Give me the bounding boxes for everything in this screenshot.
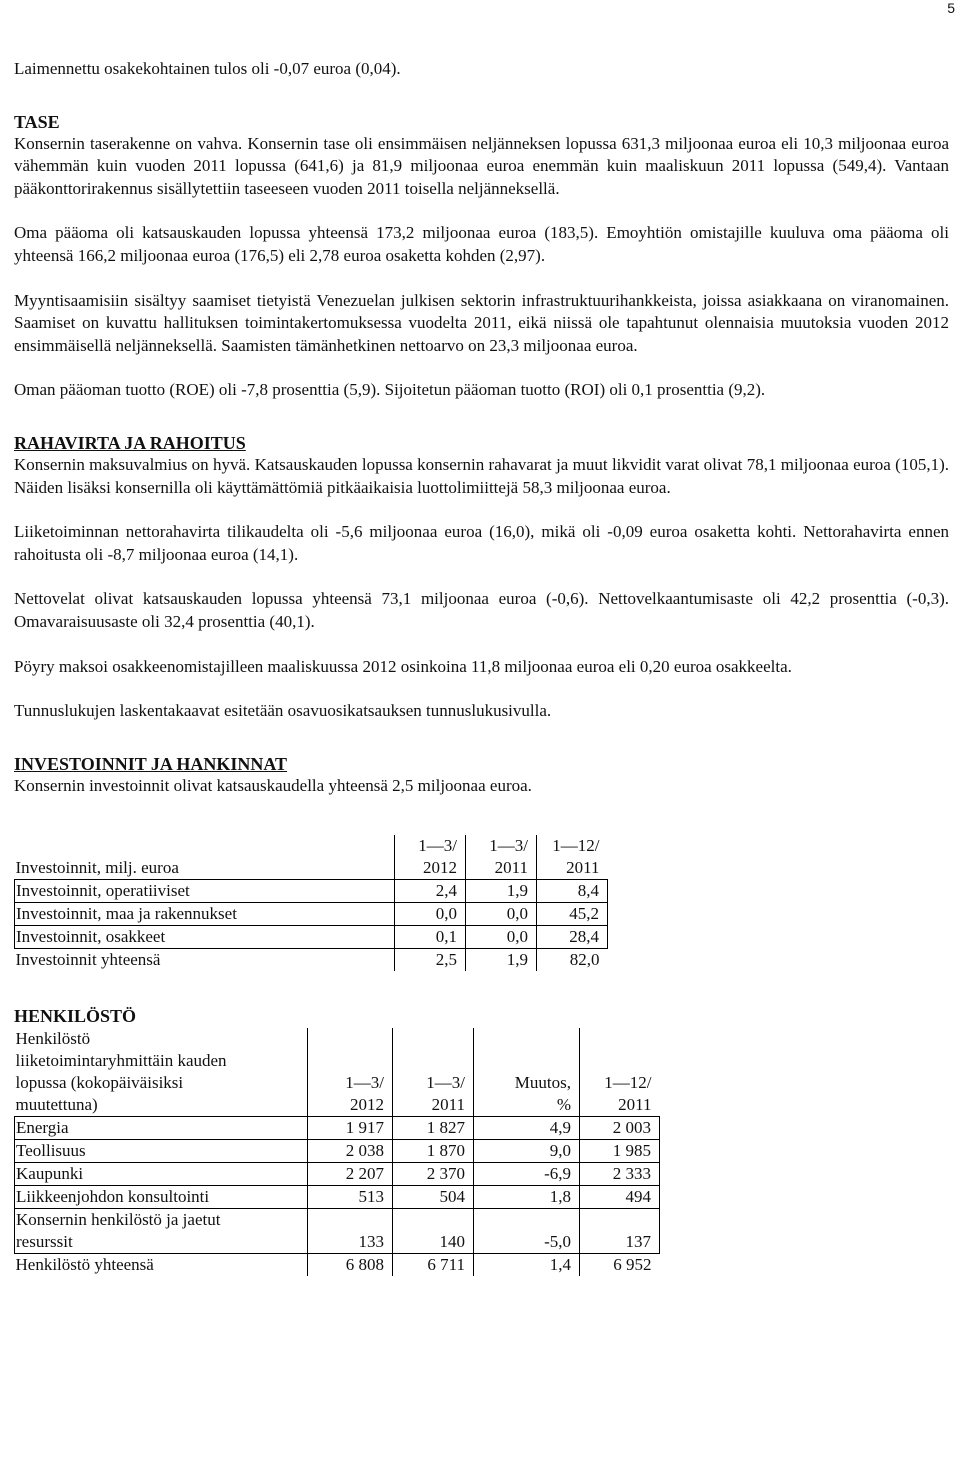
section-henkilosto bbox=[14, 1005, 949, 1276]
cell-value: 1 827 bbox=[393, 1117, 474, 1140]
rahavirta-paragraph-2: Liiketoiminnan nettorahavirta tilikaudelta oli -5,6 miljoonaa euroa (16,0), mikä oli -0,09 euroa osaketta kohti. Nettorahavirta ennen rahoitusta oli -8,7 miljoonaa euroa (14,1). bbox=[14, 522, 949, 564]
cell-value: 45,2 bbox=[537, 903, 608, 926]
cell-value: -5,0 bbox=[474, 1209, 580, 1254]
header-line: 2012 bbox=[423, 858, 457, 878]
rahavirta-paragraph-3: Nettovelat olivat katsauskauden lopussa yhteensä 73,1 miljoonaa euroa (-0,6). Nettovelkaantumisaste oli 42,2 prosenttia (-0,3). Omavaraisuusaste oli 32,4 prosenttia (40,1). bbox=[14, 589, 949, 631]
cell-value: 2 333 bbox=[580, 1163, 660, 1186]
henkilosto-heading: HENKILÖSTÖ bbox=[14, 1006, 137, 1027]
cell-value: 2,4 bbox=[395, 880, 466, 903]
cell-value: 2 003 bbox=[580, 1117, 660, 1140]
header-line: 1—3/ bbox=[426, 1073, 465, 1093]
tase-paragraph-4: Oman pääoman tuotto (ROE) oli -7,8 prosenttia (5,9). Sijoitetun pääoman tuotto (ROI) oli 0,1 prosenttia (9,2). bbox=[14, 380, 766, 400]
cell-value: -6,9 bbox=[474, 1163, 580, 1186]
table-row bbox=[15, 926, 608, 949]
cell-value: 133 bbox=[308, 1209, 393, 1254]
row-label: Henkilöstö yhteensä bbox=[15, 1254, 308, 1277]
tase-paragraph-2: Oma pääoma oli katsauskauden lopussa yhteensä 173,2 miljoonaa euroa (183,5). Emoyhtiön omistajille kuuluva oma pääoma oli yhteensä 166,2 miljoonaa euroa (176,5) eli 2,78 euroa osaketta kohden (2,97). bbox=[14, 223, 949, 265]
tase-paragraph-3: Myyntisaamisiin sisältyy saamiset tietyistä Venezuelan julkisen sektorin infrastruktuurihankkeista, joissa asiakkaana on viranomainen. Saamiset on kuvattu hallituksen toimintakertomuksessa vuodelta 2011, eikä niissä ole tapahtunut olennaisia muutoksia vuoden 2012 ensimmäisellä neljänneksellä. Saamisten tämänhetkinen nettoarvo on 23,3 miljoonaa euroa. bbox=[14, 290, 949, 355]
table-header-row bbox=[15, 1028, 660, 1117]
section-tase bbox=[14, 111, 949, 402]
table-header-cell bbox=[537, 835, 608, 880]
cell-value: 4,9 bbox=[474, 1117, 580, 1140]
cell-value: 137 bbox=[580, 1209, 660, 1254]
header-line: 1—3/ bbox=[418, 836, 457, 856]
cell-value: 1,9 bbox=[466, 949, 537, 972]
cell-value: 9,0 bbox=[474, 1140, 580, 1163]
header-line: % bbox=[556, 1095, 571, 1115]
investoinnit-heading: INVESTOINNIT JA HANKINNAT bbox=[14, 753, 288, 774]
staff-table bbox=[14, 1028, 660, 1276]
table-row-total bbox=[15, 1254, 660, 1277]
tase-heading: TASE bbox=[14, 111, 60, 132]
eps-paragraph: Laimennettu osakekohtainen tulos oli -0,07 euroa (0,04). bbox=[14, 59, 401, 78]
cell-value: 6 711 bbox=[393, 1254, 474, 1277]
row-label: Liikkeenjohdon konsultointi bbox=[15, 1186, 308, 1209]
cell-value: 2 038 bbox=[308, 1140, 393, 1163]
header-line: lopussa (kokopäiväisiksi bbox=[15, 1073, 184, 1093]
cell-value: 494 bbox=[580, 1186, 660, 1209]
cell-value: 0,0 bbox=[466, 903, 537, 926]
header-line: 1—3/ bbox=[345, 1073, 384, 1093]
cell-value: 82,0 bbox=[537, 949, 608, 972]
table-row bbox=[15, 1117, 660, 1140]
table-header-row bbox=[15, 835, 608, 880]
cell-value: 2 207 bbox=[308, 1163, 393, 1186]
header-line: 1—12/ bbox=[604, 1073, 652, 1093]
cell-value: 2,5 bbox=[395, 949, 466, 972]
row-label-line: Konsernin henkilöstö ja jaetut bbox=[16, 1210, 221, 1230]
cell-value: 1,4 bbox=[474, 1254, 580, 1277]
rahavirta-heading: RAHAVIRTA JA RAHOITUS bbox=[14, 432, 246, 453]
page-number: 5 bbox=[947, 0, 955, 16]
table-header-cell bbox=[393, 1028, 474, 1117]
table-header-cell bbox=[466, 835, 537, 880]
rahavirta-paragraph-5: Tunnuslukujen laskentakaavat esitetään osavuosikatsauksen tunnuslukusivulla. bbox=[14, 701, 552, 721]
header-line: 2011 bbox=[494, 858, 528, 878]
header-line: 2011 bbox=[566, 858, 600, 878]
cell-value: 0,0 bbox=[395, 903, 466, 926]
investoinnit-paragraph: Konsernin investoinnit olivat katsauskaudella yhteensä 2,5 miljoonaa euroa. bbox=[14, 775, 532, 795]
row-label: Kaupunki bbox=[15, 1163, 308, 1186]
cell-value: 1 985 bbox=[580, 1140, 660, 1163]
cell-value: 504 bbox=[393, 1186, 474, 1209]
row-label: Investoinnit, osakkeet bbox=[15, 926, 395, 949]
header-line: 1—12/ bbox=[552, 836, 600, 856]
tase-paragraph-1: Konsernin taserakenne on vahva. Konsernin tase oli ensimmäisen neljänneksen lopussa 631,3 miljoonaa euroa eli 10,3 miljoonaa euroa vähemmän kuin vuoden 2011 lopussa (641,6) ja 81,9 miljoonaa euroa enemmän kuin maaliskuun 2011 lopussa (549,4). Vantaan pääkonttorirakennus sisällytettiin taseeseen vuoden 2011 toisella neljänneksellä. bbox=[14, 133, 949, 198]
header-line: Henkilöstö bbox=[15, 1029, 91, 1049]
header-line: liiketoimintaryhmittäin kauden bbox=[15, 1051, 227, 1071]
row-label-line: resurssit bbox=[16, 1232, 73, 1252]
table-row bbox=[15, 903, 608, 926]
header-line: 2011 bbox=[618, 1095, 652, 1115]
row-label: Investoinnit yhteensä bbox=[15, 950, 161, 970]
rahavirta-paragraph-4: Pöyry maksoi osakkeenomistajilleen maaliskuussa 2012 osinkoina 11,8 miljoonaa euroa eli 0,20 euroa osakkeelta. bbox=[14, 656, 792, 676]
table-row bbox=[15, 1140, 660, 1163]
cell-value: 1 917 bbox=[308, 1117, 393, 1140]
row-label: Investoinnit, operatiiviset bbox=[15, 880, 395, 903]
cell-value: 8,4 bbox=[537, 880, 608, 903]
row-label: Teollisuus bbox=[15, 1140, 308, 1163]
cell-value: 1,8 bbox=[474, 1186, 580, 1209]
cell-value: 0,0 bbox=[466, 926, 537, 949]
table-header-cell bbox=[474, 1028, 580, 1117]
cell-value: 28,4 bbox=[537, 926, 608, 949]
table-row bbox=[15, 1163, 660, 1186]
cell-value: 140 bbox=[393, 1209, 474, 1254]
document-body bbox=[14, 58, 949, 1276]
table-header-label bbox=[15, 1028, 308, 1117]
cell-value: 513 bbox=[308, 1186, 393, 1209]
header-line: 1—3/ bbox=[489, 836, 528, 856]
table-row bbox=[15, 880, 608, 903]
table-row bbox=[15, 1186, 660, 1209]
table-row bbox=[15, 1209, 660, 1254]
cell-value: 0,1 bbox=[395, 926, 466, 949]
cell-value: 1 870 bbox=[393, 1140, 474, 1163]
cell-value: 6 808 bbox=[308, 1254, 393, 1277]
table-header-label: Investoinnit, milj. euroa bbox=[15, 835, 395, 880]
table-header-cell bbox=[395, 835, 466, 880]
row-label bbox=[15, 1209, 308, 1254]
header-line: Muutos, bbox=[514, 1073, 571, 1093]
rahavirta-paragraph-1: Konsernin maksuvalmius on hyvä. Katsauskauden lopussa konsernin rahavarat ja muut likvidit varat olivat 78,1 miljoonaa euroa (105,1). Näiden lisäksi konsernilla oli käyttämättömiä pitkäaikaisia luottolimiittejä 58,3 miljoonaa euroa. bbox=[14, 454, 949, 497]
row-label: Energia bbox=[15, 1117, 308, 1140]
section-investoinnit bbox=[14, 753, 949, 972]
header-line: muutettuna) bbox=[15, 1095, 98, 1115]
row-label: Investoinnit, maa ja rakennukset bbox=[15, 903, 395, 926]
header-line: 2011 bbox=[431, 1095, 465, 1115]
table-header-cell bbox=[580, 1028, 660, 1117]
cell-value: 2 370 bbox=[393, 1163, 474, 1186]
header-line: 2012 bbox=[350, 1095, 384, 1115]
section-rahavirta bbox=[14, 432, 949, 723]
table-header-cell bbox=[308, 1028, 393, 1117]
cell-value: 1,9 bbox=[466, 880, 537, 903]
investments-table bbox=[14, 835, 608, 971]
table-row-total bbox=[15, 949, 608, 972]
cell-value: 6 952 bbox=[580, 1254, 660, 1277]
